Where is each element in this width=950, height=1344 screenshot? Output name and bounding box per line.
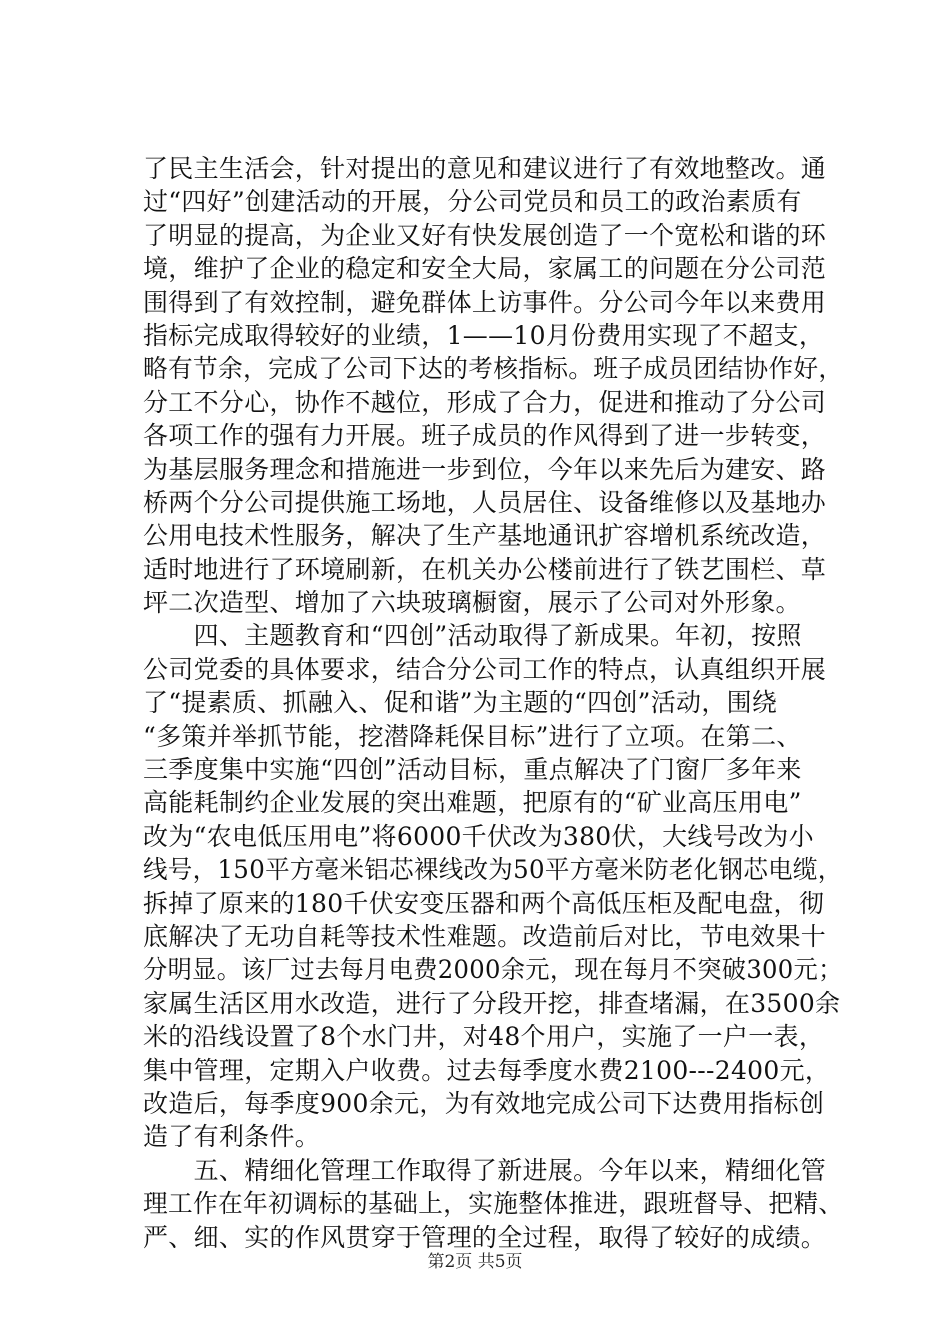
text-line: 拆掉了原来的180千伏安变压器和两个高低压柜及配电盘，彻: [143, 888, 825, 918]
text-line: “多策并举抓节能，挖潜降耗保目标”进行了立项。在第二、: [143, 721, 802, 751]
text-line: 三季度集中实施“四创”活动目标，重点解决了门窗厂多年来: [143, 755, 802, 785]
text-line: 分明显。该厂过去每月电费2000余元，现在每月不突破300元；: [143, 955, 843, 985]
text-line: 线号，150平方毫米铝芯裸线改为50平方毫米防老化钢芯电缆，: [143, 855, 843, 885]
text-line: 了民主生活会，针对提出的意见和建议进行了有效地整改。通: [143, 154, 827, 183]
text-line: 公司党委的具体要求，结合分公司工作的特点，认真组织开展: [143, 654, 827, 684]
text-line: 家属生活区用水改造，进行了分段开挖，排查堵漏，在3500余: [143, 988, 841, 1018]
text-line: 了“提素质、抓融入、促和谐”为主题的“四创”活动，围绕: [143, 688, 778, 718]
text-line: 境，维护了企业的稳定和安全大局，家属工的问题在分公司范: [143, 254, 827, 284]
text-line: 改为“农电低压用电”将6000千伏改为380伏，大线号改为小: [143, 821, 814, 851]
text-line: 集中管理，定期入户收费。过去每季度水费2100---2400元，: [143, 1055, 831, 1085]
text-line: 造了有利条件。: [143, 1122, 321, 1152]
text-line: 各项工作的强有力开展。班子成员的作风得到了进一步转变，: [143, 421, 827, 451]
text-line: 了明显的提高，为企业又好有快发展创造了一个宽松和谐的环: [143, 220, 827, 250]
text-line: 严、细、实的作风贯穿于管理的全过程，取得了较好的成绩。: [143, 1222, 827, 1252]
text-line: 适时地进行了环境刷新，在机关办公楼前进行了铁艺围栏、草: [143, 554, 827, 584]
text-line: 四、主题教育和“四创”活动取得了新成果。年初，按照: [143, 621, 802, 651]
text-line: 五、精细化管理工作取得了新进展。今年以来，精细化管: [143, 1155, 827, 1185]
text-line: 分工不分心，协作不越位，形成了合力，促进和推动了分公司: [143, 387, 827, 417]
text-line: 改造后，每季度900余元，为有效地完成公司下达费用指标创: [143, 1088, 825, 1118]
text-line: 略有节余，完成了公司下达的考核指标。班子成员团结协作好，: [143, 354, 844, 384]
text-line: 过“四好”创建活动的开展，分公司党员和员工的政治素质有: [143, 187, 802, 217]
text-line: 高能耗制约企业发展的突出难题，把原有的“矿业高压用电”: [143, 788, 802, 818]
document-body: [143, 152, 843, 1254]
text-line: 为基层服务理念和措施进一步到位，今年以来先后为建安、路: [143, 454, 827, 484]
text-line: 理工作在年初调标的基础上，实施整体推进，跟班督导、把精、: [143, 1189, 844, 1219]
text-line: 米的沿线设置了8个水门井，对48个用户，实施了一户一表，: [143, 1022, 825, 1052]
text-line: 指标完成取得较好的业绩，1——10月份费用实现了不超支，: [143, 320, 825, 350]
text-line: 公用电技术性服务，解决了生产基地通讯扩容增机系统改造，: [143, 521, 827, 551]
page-footer: 第2页 共5页: [427, 1252, 523, 1272]
text-line: 坪二次造型、增加了六块玻璃橱窗，展示了公司对外形象。: [143, 588, 801, 618]
text-line: 底解决了无功自耗等技术性难题。改造前后对比，节电效果十: [143, 921, 827, 951]
text-line: 围得到了有效控制，避免群体上访事件。分公司今年以来费用: [143, 287, 827, 317]
text-line: 桥两个分公司提供施工场地，人员居住、设备维修以及基地办: [143, 487, 827, 517]
